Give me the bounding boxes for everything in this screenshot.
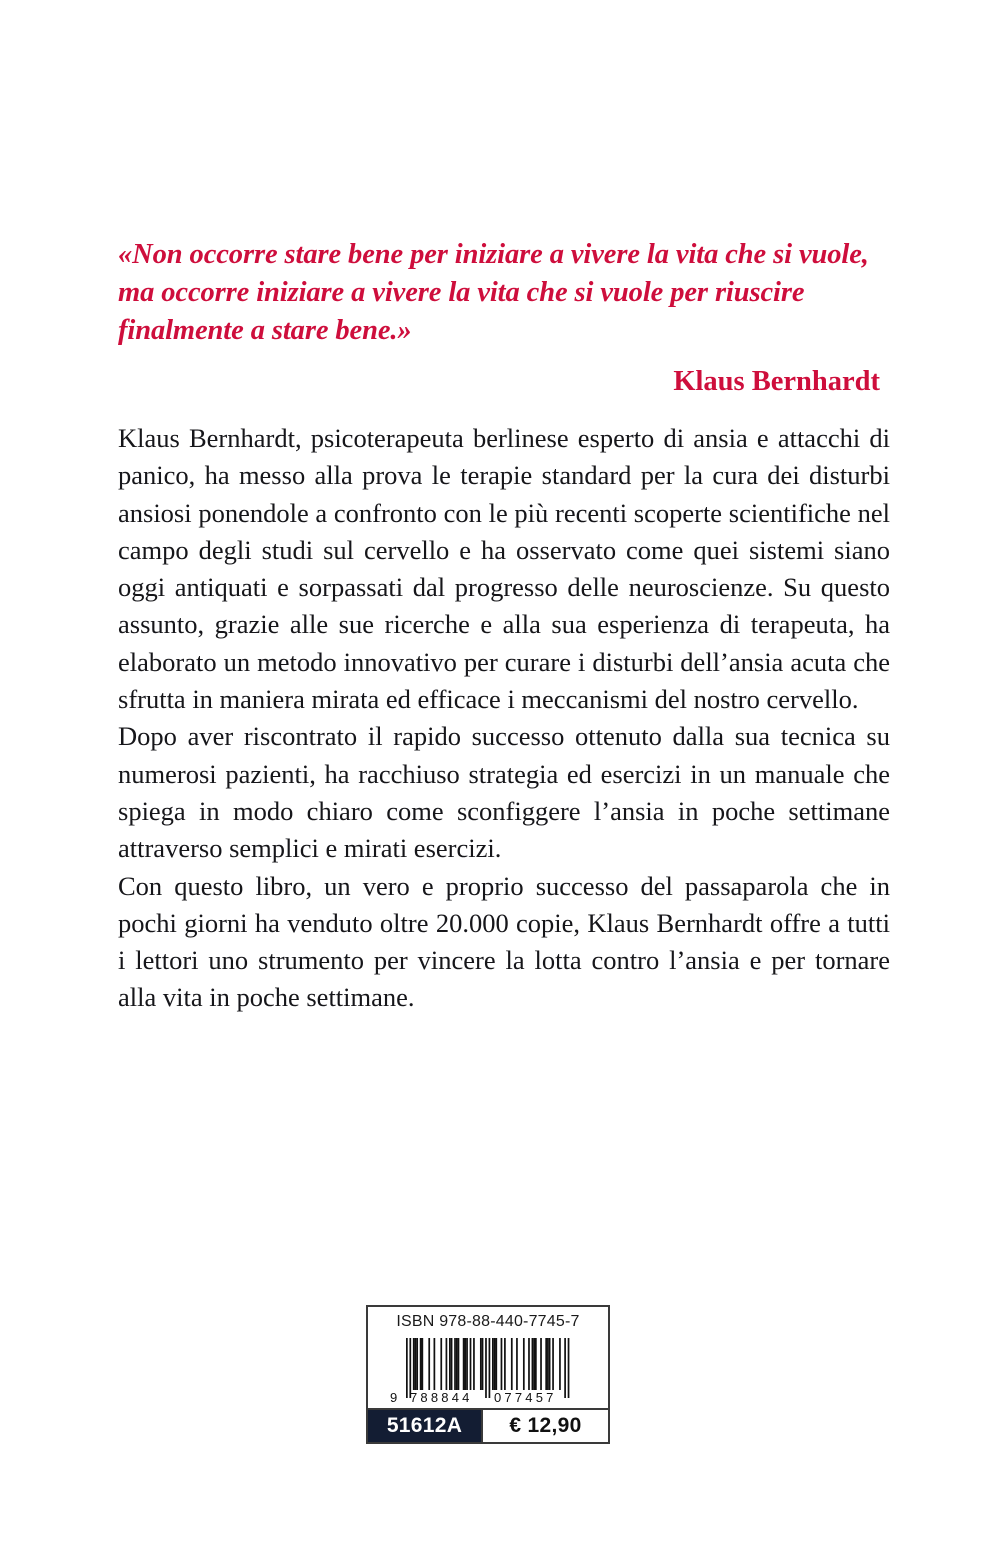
- pull-quote: [118, 236, 890, 400]
- blurb-paragraph: Con questo libro, un vero e proprio successo del passaparola che in pochi giorni ha venduto oltre 20.000 copie, Klaus Bernhardt offre a tutti i lettori uno strumento per vincere la lotta contro l’ansia e per tornare alla vita in poche settimane.: [118, 870, 890, 1013]
- quote-line-3: finalmente a stare bene.»: [118, 315, 412, 346]
- barcode-upper-section: [368, 1307, 608, 1408]
- blurb-paragraph: Dopo aver riscontrato il rapido successo ottenuto dalla sua tecnica su numerosi pazienti, ha racchiuso strategia ed esercizi in un manuale che spiega in modo chiaro come sconfiggere l’ansia in poche settimane attraverso semplici e mirati esercizi.: [118, 721, 890, 864]
- ean-digit-group-2: 077457: [494, 1390, 557, 1404]
- ean13-barcode-icon: [388, 1336, 588, 1404]
- quote-attribution: Klaus Bernhardt: [673, 366, 880, 397]
- barcode-lower-section: [368, 1408, 608, 1442]
- quote-line-2: ma occorre iniziare a vivere la vita che si vuole per riuscire: [118, 277, 805, 308]
- ean-digit-left: 9: [390, 1390, 398, 1404]
- ean-digit-group-1: 788844: [410, 1390, 473, 1404]
- blurb-paragraph: Klaus Bernhardt, psicoterapeuta berlinese esperto di ansia e attacchi di panico, ha messo alla prova le terapie standard per la cura dei disturbi ansiosi ponendole a confronto con le più recenti scoperte scientifiche nel campo degli studi sul cervello e ha osservato come quei sistemi siano oggi antiquati e sorpassati dal progresso delle neuroscienze. Su questo assunto, grazie alle sue ricerche e alla sua esperienza di terapeuta, ha elaborato un metodo innovativo per curare i disturbi dell’ansia acuta che sfrutta in maniera mirata ed efficace i meccanismi del nostro cervello.: [118, 423, 890, 715]
- isbn-label: ISBN 978-88-440-7745-7: [396, 1313, 580, 1330]
- product-code: 51612A: [368, 1410, 481, 1442]
- blurb-text: [118, 420, 890, 1017]
- price-label: € 12,90: [481, 1410, 608, 1442]
- isbn-barcode-block: [366, 1305, 610, 1444]
- quote-line-1: «Non occorre stare bene per iniziare a vivere la vita che si vuole,: [118, 239, 869, 270]
